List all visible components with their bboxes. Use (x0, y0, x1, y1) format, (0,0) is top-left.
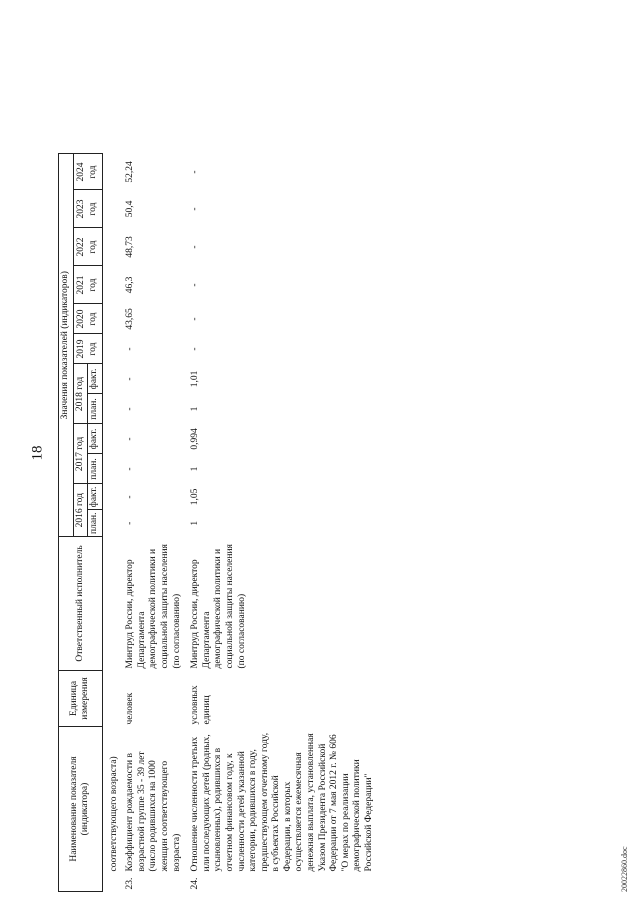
value-2017-fact: - (125, 437, 136, 441)
value-2016-plan: 1 (190, 520, 201, 526)
header-2020: 2020 год (73, 304, 102, 334)
indicator-name-cell (124, 727, 184, 892)
value-2019: - (125, 347, 136, 351)
unit-cell: условных единиц (190, 685, 212, 725)
value-2018-fact: - (125, 377, 136, 381)
header-indicator-name: Наименование показателя (индикатора) (59, 727, 103, 892)
header-unit: Единица измерения (59, 671, 103, 727)
indicator-name: Коэффициент рождаемости в возрастной группе 35 - 39 лет (число родившихся на 1000 женщин соответствующего возраста) (125, 751, 182, 872)
value-2017-plan: - (125, 467, 136, 471)
header-2017-plan: план. (88, 454, 103, 484)
value-2016-fact: 1,05 (190, 488, 201, 506)
header-2024: 2024 год (73, 154, 102, 190)
header-2019: 2019 год (73, 334, 102, 364)
value-2021: - (190, 283, 201, 287)
responsible-cell: Минтруд России, директор Департамента демографической политики и социальной защиты населения (по согласованию) (125, 544, 182, 669)
value-2017-fact: 0,994 (190, 428, 201, 450)
value-2019: - (190, 347, 201, 351)
indicators-table-wrap (58, 153, 376, 892)
value-2017-plan: 1 (190, 466, 201, 472)
rotated-page-content (58, 12, 629, 892)
indicator-name-cell (184, 727, 376, 892)
header-2018-fact: факт. (88, 364, 103, 394)
header-2022: 2022 год (73, 228, 102, 266)
value-2021: 46,3 (125, 276, 136, 294)
header-responsible: Ответственный исполнитель (59, 537, 103, 671)
page-number: 18 (29, 445, 46, 461)
value-2023: - (190, 207, 201, 211)
value-2018-plan: - (125, 407, 136, 411)
value-2022: 48,73 (125, 236, 136, 258)
header-2016-fact: факт. (88, 484, 103, 510)
header-2017: 2017 год (73, 424, 88, 484)
table-row (184, 154, 376, 892)
header-2017-fact: факт. (88, 424, 103, 454)
header-2021: 2021 год (73, 266, 102, 304)
indicator-name: Отношение численности третьих или последующих детей (родных, усыновленных), родившихся в отчетном финансовом году, к численности детей указанной категории, родившихся в году, предшествующем отчетному году, в субъектах Российской Федерации, в которых осуществляется ежемесячная денежная выплата, установленная Указом Президента Российской Федерации от 7 мая 2012 г. № 606 "О мерах по реализации демографической политики Российской Федерации" (190, 732, 374, 872)
unit-cell: человек (125, 692, 136, 725)
value-2024: - (190, 170, 201, 174)
responsible-cell: Минтруд России, директор Департамента демографической политики и социальной защиты населения (по согласованию) (190, 544, 247, 669)
continuation-text: соответствующего возраста) (108, 756, 119, 872)
value-2020: 43,65 (125, 308, 136, 330)
header-2023: 2023 год (73, 190, 102, 228)
header-2016: 2016 год (73, 484, 88, 537)
value-2016-plan: - (125, 521, 136, 525)
header-2018: 2018 год (73, 364, 88, 424)
indicators-table (58, 153, 376, 892)
row-number: 23. (125, 877, 136, 890)
value-2024: 52,24 (125, 161, 136, 183)
header-values-group: Значения показателей (индикаторов) (59, 154, 74, 537)
value-2020: - (190, 317, 201, 321)
header-2018-plan: план. (88, 394, 103, 424)
value-2023: 50,4 (125, 200, 136, 218)
value-2018-plan: 1 (190, 406, 201, 412)
table-row (124, 154, 184, 892)
table-row-continuation (102, 154, 124, 892)
value-2016-fact: - (125, 495, 136, 499)
header-2016-plan: план. (88, 510, 103, 537)
value-2022: - (190, 245, 201, 249)
value-2018-fact: 1,01 (190, 370, 201, 388)
document-footer-code: 20022860.doc (620, 846, 629, 892)
row-number: 24. (190, 877, 201, 890)
